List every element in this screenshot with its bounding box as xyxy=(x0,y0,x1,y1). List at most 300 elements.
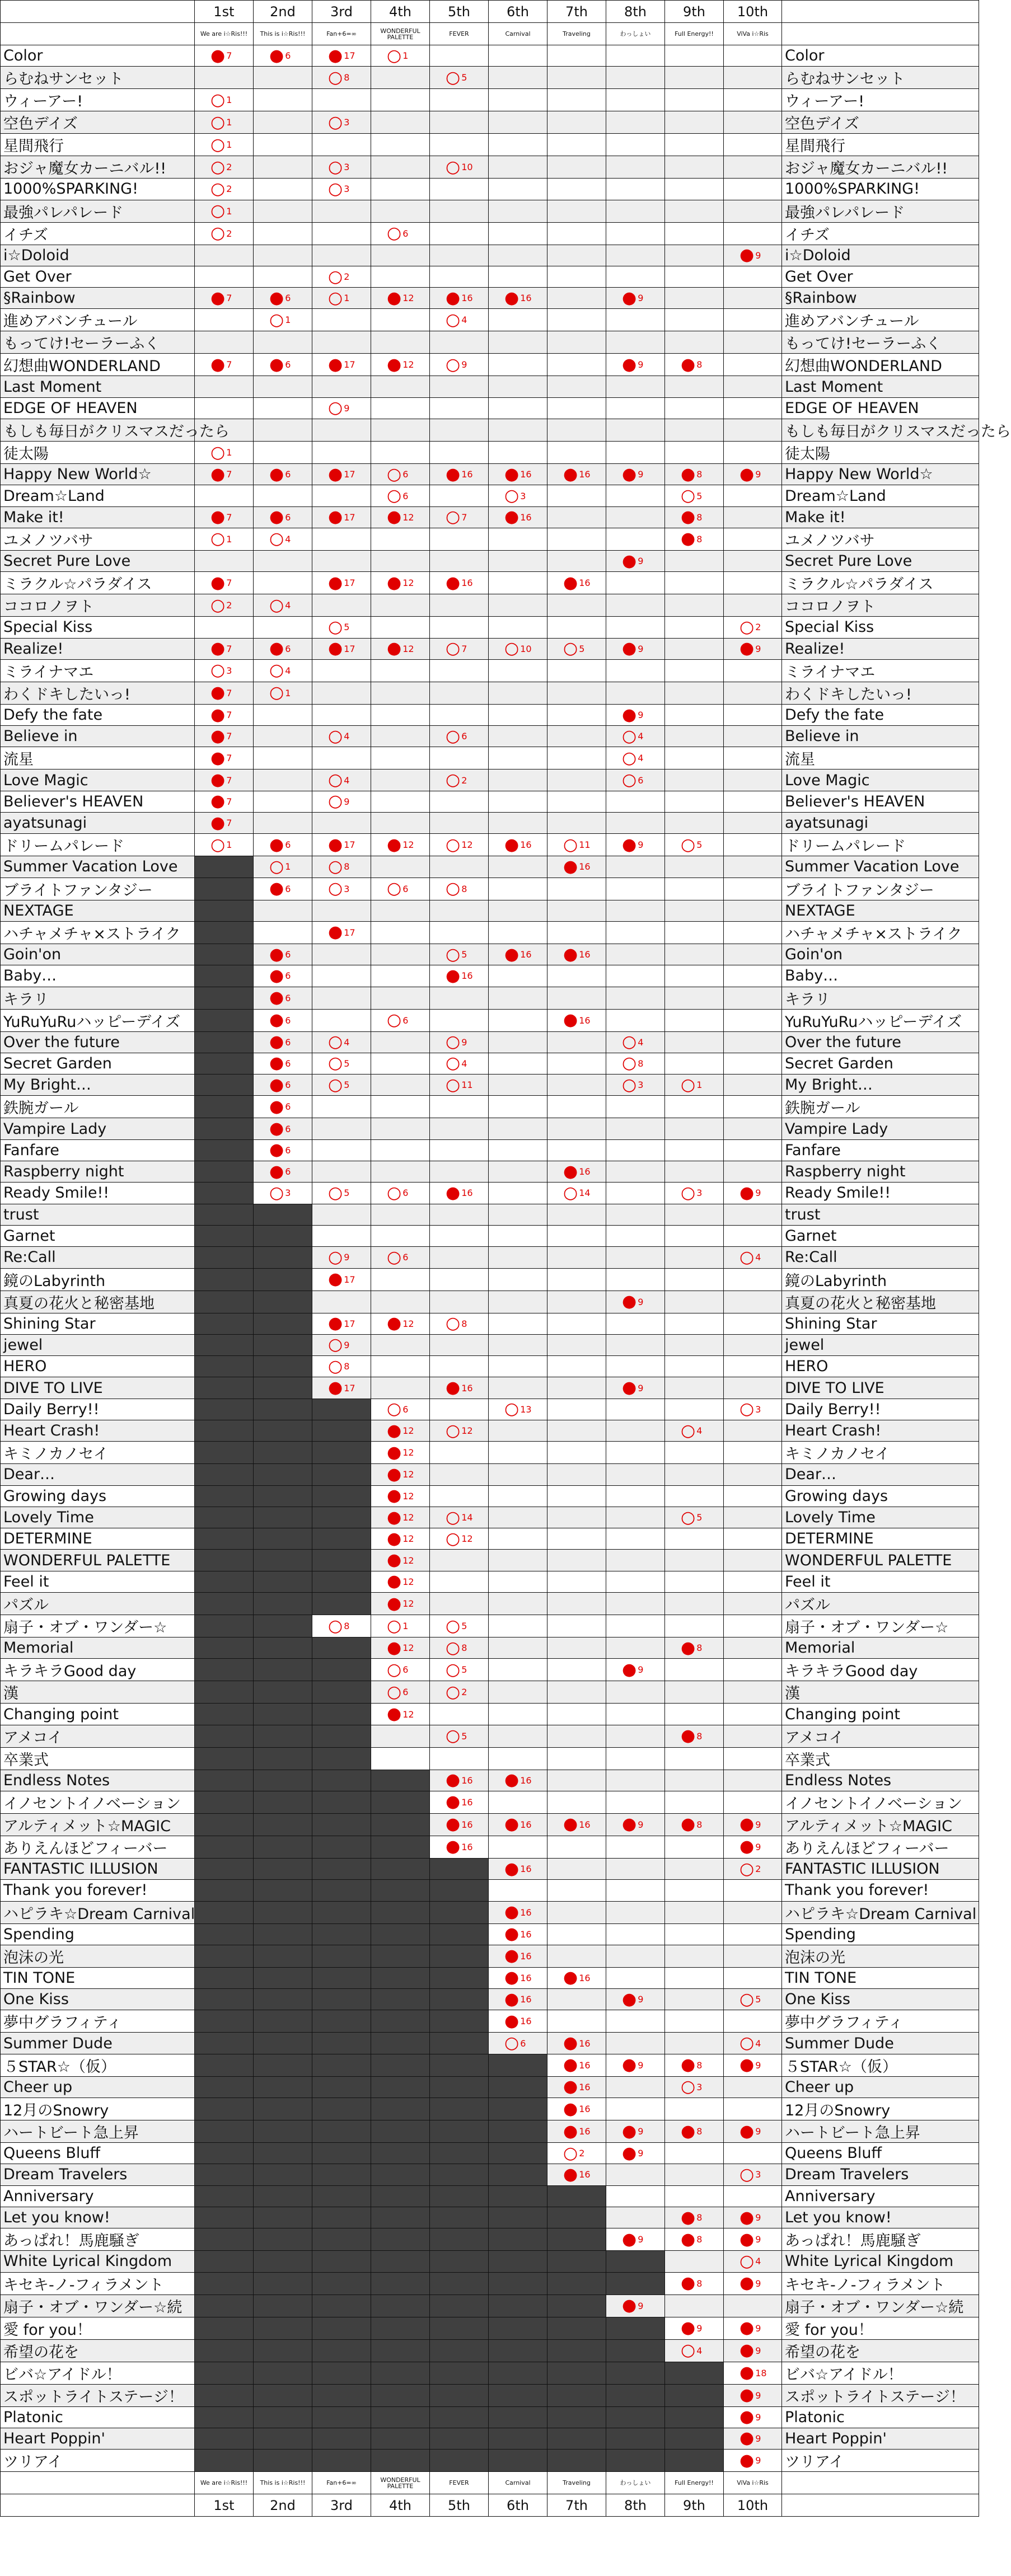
setlist-cell xyxy=(665,200,724,222)
setlist-cell xyxy=(430,1204,489,1225)
setlist-cell xyxy=(547,1485,606,1507)
unavailable-cell xyxy=(312,1945,371,1967)
setlist-cell xyxy=(254,1031,312,1053)
setlist-cell xyxy=(724,1183,782,1204)
table-row xyxy=(1,288,979,309)
unavailable-cell xyxy=(489,2428,547,2449)
song-position: 6 xyxy=(402,1404,409,1415)
song-position: 16 xyxy=(579,1015,591,1026)
filled-circle-icon: ● xyxy=(622,288,637,308)
setlist-cell xyxy=(547,1858,606,1879)
setlist-cell xyxy=(430,200,489,222)
song-name: Dream Travelers xyxy=(1,2164,195,2185)
setlist-cell xyxy=(195,288,254,309)
filled-circle-icon: ● xyxy=(563,1814,578,1834)
table-row xyxy=(1,1945,979,1967)
unavailable-cell xyxy=(371,1967,430,1988)
song-position: 7 xyxy=(226,796,232,807)
setlist-cell xyxy=(312,856,371,878)
setlist-cell xyxy=(547,376,606,397)
setlist-cell xyxy=(489,1464,547,1485)
unavailable-cell xyxy=(195,2207,254,2228)
unavailable-cell xyxy=(254,1204,312,1225)
setlist-cell xyxy=(547,1923,606,1945)
table-row xyxy=(1,2054,979,2076)
unavailable-cell xyxy=(195,2054,254,2076)
song-position: 4 xyxy=(638,1036,644,1048)
hollow-circle-icon: ○ xyxy=(739,2033,755,2053)
song-position: 4 xyxy=(285,533,291,545)
setlist-cell xyxy=(430,1485,489,1507)
setlist-cell xyxy=(724,2076,782,2098)
setlist-cell xyxy=(606,659,665,682)
song-position: 16 xyxy=(461,1188,473,1199)
song-name-right: わくドキしたいっ! xyxy=(782,682,979,704)
setlist-cell xyxy=(547,156,606,179)
song-name-right: Baby… xyxy=(782,965,979,987)
song-name: 扇子・オブ・ワンダー☆続 xyxy=(1,2295,195,2317)
hollow-circle-icon: ○ xyxy=(446,1682,461,1702)
unavailable-cell xyxy=(371,2098,430,2120)
song-name: Color xyxy=(1,45,195,67)
setlist-cell xyxy=(371,659,430,682)
column-subtitle: Fan+6=∞ xyxy=(312,23,371,45)
setlist-cell xyxy=(489,1637,547,1659)
column-header: 3rd xyxy=(312,2494,371,2517)
setlist-cell xyxy=(606,1813,665,1836)
setlist-cell xyxy=(430,89,489,111)
setlist-cell xyxy=(724,1704,782,1725)
unavailable-cell xyxy=(312,1989,371,2010)
song-position: 2 xyxy=(226,184,232,195)
song-name: 最強パレパレード xyxy=(1,200,195,222)
unavailable-cell xyxy=(254,2185,312,2207)
setlist-cell xyxy=(489,464,547,485)
setlist-cell xyxy=(606,1313,665,1334)
table-row xyxy=(1,1967,979,1988)
song-name-right: 1000%SPARKING! xyxy=(782,179,979,200)
song-name: イノセントイノベーション xyxy=(1,1791,195,1813)
song-name: ありえんほどフィーバー xyxy=(1,1836,195,1858)
unavailable-cell xyxy=(195,1334,254,1355)
song-name: Realize! xyxy=(1,638,195,659)
hollow-circle-icon: ○ xyxy=(681,486,696,506)
setlist-cell xyxy=(489,1485,547,1507)
unavailable-cell xyxy=(312,2207,371,2228)
setlist-cell xyxy=(665,1053,724,1074)
hollow-circle-icon: ○ xyxy=(328,1032,343,1052)
song-name: Secret Pure Love xyxy=(1,550,195,571)
setlist-cell xyxy=(430,419,489,442)
hollow-circle-icon: ○ xyxy=(739,617,755,637)
unavailable-cell xyxy=(195,878,254,900)
unavailable-cell xyxy=(489,2098,547,2120)
setlist-cell xyxy=(489,354,547,376)
song-name-right: Anniversary xyxy=(782,2185,979,2207)
song-position: 12 xyxy=(402,1709,414,1720)
song-name-right: EDGE OF HEAVEN xyxy=(782,397,979,419)
setlist-cell xyxy=(195,442,254,464)
unavailable-cell xyxy=(312,1442,371,1464)
song-position: 3 xyxy=(344,162,350,173)
table-row xyxy=(1,572,979,594)
song-position: 5 xyxy=(344,1188,350,1199)
setlist-cell xyxy=(724,1485,782,1507)
setlist-cell xyxy=(489,288,547,309)
table-row xyxy=(1,2164,979,2185)
song-position: 12 xyxy=(402,359,414,370)
setlist-cell xyxy=(547,1571,606,1592)
setlist-cell xyxy=(195,354,254,376)
setlist-cell xyxy=(665,1659,724,1681)
setlist-cell xyxy=(371,1118,430,1139)
setlist-cell xyxy=(665,878,724,900)
filled-circle-icon: ● xyxy=(504,464,519,484)
setlist-cell xyxy=(724,1550,782,1571)
table-row xyxy=(1,1901,979,1923)
unavailable-cell xyxy=(371,2450,430,2472)
setlist-cell xyxy=(547,1225,606,1246)
song-position: 1 xyxy=(285,687,291,698)
setlist-cell xyxy=(547,1442,606,1464)
setlist-cell xyxy=(489,2010,547,2033)
song-name-right: Cheer up xyxy=(782,2076,979,2098)
song-position: 9 xyxy=(755,250,761,261)
setlist-cell xyxy=(547,1268,606,1291)
setlist-cell xyxy=(665,2010,724,2033)
table-row xyxy=(1,45,979,67)
setlist-cell xyxy=(371,266,430,287)
song-position: 2 xyxy=(461,775,467,786)
song-position: 8 xyxy=(344,861,350,872)
setlist-cell xyxy=(606,331,665,354)
setlist-cell xyxy=(724,1901,782,1923)
setlist-cell xyxy=(665,1139,724,1161)
hollow-circle-icon: ○ xyxy=(328,1247,343,1267)
setlist-cell xyxy=(547,1507,606,1528)
song-position: 9 xyxy=(755,643,761,654)
song-name: Defy the fate xyxy=(1,704,195,725)
table-row xyxy=(1,2317,979,2339)
table-row xyxy=(1,2428,979,2449)
setlist-cell xyxy=(606,987,665,1009)
setlist-cell xyxy=(606,67,665,89)
filled-circle-icon: ● xyxy=(739,2273,755,2293)
setlist-cell xyxy=(547,1659,606,1681)
song-position: 9 xyxy=(638,359,644,370)
song-name: もしも毎日がクリスマスだったら xyxy=(1,419,195,442)
setlist-cell xyxy=(371,1637,430,1659)
filled-circle-icon: ● xyxy=(681,1637,696,1658)
unavailable-cell xyxy=(312,1880,371,1901)
setlist-cell xyxy=(547,1945,606,1967)
setlist-cell xyxy=(195,769,254,791)
setlist-cell xyxy=(547,1291,606,1313)
setlist-cell xyxy=(547,134,606,156)
filled-circle-icon: ● xyxy=(622,1814,637,1834)
song-name: スポットライトステージ！ xyxy=(1,2384,195,2406)
setlist-cell xyxy=(665,1791,724,1813)
setlist-cell xyxy=(724,704,782,725)
setlist-cell xyxy=(547,1399,606,1420)
setlist-cell xyxy=(606,878,665,900)
song-position: 9 xyxy=(638,710,644,720)
song-name: ５STAR☆（仮） xyxy=(1,2054,195,2076)
unavailable-cell xyxy=(195,1615,254,1637)
filled-circle-icon: ● xyxy=(739,464,755,484)
unavailable-cell xyxy=(489,2272,547,2295)
song-position: 16 xyxy=(461,1819,473,1830)
song-position: 5 xyxy=(461,72,467,83)
song-name: Raspberry night xyxy=(1,1161,195,1183)
setlist-cell xyxy=(312,245,371,266)
setlist-cell xyxy=(312,309,371,331)
setlist-cell xyxy=(254,747,312,769)
unavailable-cell xyxy=(312,2251,371,2272)
hollow-circle-icon: ○ xyxy=(504,1399,519,1419)
unavailable-cell xyxy=(254,1858,312,1879)
song-position: 4 xyxy=(638,753,644,764)
setlist-cell xyxy=(489,1334,547,1355)
setlist-cell xyxy=(606,682,665,704)
setlist-cell xyxy=(665,769,724,791)
song-position: 16 xyxy=(520,293,532,304)
setlist-cell xyxy=(489,1615,547,1637)
setlist-cell xyxy=(724,156,782,179)
song-position: 6 xyxy=(285,992,291,1003)
song-name: Ready Smile!! xyxy=(1,1183,195,1204)
setlist-cell xyxy=(724,813,782,834)
setlist-cell xyxy=(371,1225,430,1246)
setlist-cell xyxy=(665,1031,724,1053)
unavailable-cell xyxy=(254,1399,312,1420)
setlist-cell xyxy=(195,726,254,747)
setlist-cell xyxy=(547,2033,606,2054)
unavailable-cell xyxy=(254,2272,312,2295)
song-name-right: ミラクル☆パラダイス xyxy=(782,572,979,594)
song-position: 17 xyxy=(344,512,355,523)
setlist-cell xyxy=(724,638,782,659)
setlist-cell xyxy=(489,1053,547,1074)
filled-circle-icon: ● xyxy=(328,1269,343,1289)
table-row xyxy=(1,791,979,812)
song-position: 12 xyxy=(402,1318,414,1329)
table-row xyxy=(1,1139,979,1161)
filled-circle-icon: ● xyxy=(328,464,343,484)
song-position: 3 xyxy=(638,1080,644,1091)
song-name-right: 扇子・オブ・ワンダー☆続 xyxy=(782,2295,979,2317)
setlist-cell xyxy=(606,2164,665,2185)
column-subtitle: This is i☆Ris!!! xyxy=(254,23,312,45)
song-name-right: 泡沫の光 xyxy=(782,1945,979,1967)
hollow-circle-icon: ○ xyxy=(563,2143,578,2163)
song-name: Daily Berry!! xyxy=(1,1399,195,1420)
setlist-cell xyxy=(606,726,665,747)
song-name-right: 希望の花を xyxy=(782,2339,979,2362)
setlist-cell xyxy=(430,550,489,571)
filled-circle-icon: ● xyxy=(446,1770,461,1790)
unavailable-cell xyxy=(312,1485,371,1507)
song-position: 9 xyxy=(638,643,644,654)
filled-circle-icon: ● xyxy=(504,1902,519,1922)
song-name: Over the future xyxy=(1,1031,195,1053)
setlist-cell xyxy=(606,1485,665,1507)
setlist-cell xyxy=(547,2054,606,2076)
setlist-cell xyxy=(606,2010,665,2033)
column-header: 8th xyxy=(606,1,665,23)
setlist-cell xyxy=(371,464,430,485)
song-position: 9 xyxy=(344,1252,350,1263)
song-position: 1 xyxy=(226,533,232,545)
setlist-cell xyxy=(489,1442,547,1464)
setlist-cell xyxy=(724,1967,782,1988)
song-position: 9 xyxy=(755,1841,761,1852)
unavailable-cell xyxy=(254,2339,312,2362)
song-position: 16 xyxy=(579,1819,591,1830)
song-position: 6 xyxy=(285,1015,291,1026)
unavailable-cell xyxy=(547,2450,606,2472)
table-row xyxy=(1,1528,979,1550)
song-name: Goin'on xyxy=(1,944,195,965)
unavailable-cell xyxy=(430,2450,489,2472)
setlist-cell xyxy=(606,1967,665,1988)
song-name-right: あっぱれ！馬鹿騒ぎ xyxy=(782,2228,979,2251)
setlist-cell xyxy=(371,1507,430,1528)
setlist-cell xyxy=(430,921,489,944)
setlist-cell xyxy=(195,464,254,485)
setlist-cell xyxy=(312,1268,371,1291)
setlist-cell xyxy=(665,659,724,682)
setlist-cell xyxy=(312,89,371,111)
setlist-cell xyxy=(665,791,724,812)
unavailable-cell xyxy=(195,2317,254,2339)
setlist-cell xyxy=(312,704,371,725)
song-name-right: ブライトファンタジー xyxy=(782,878,979,900)
song-position: 3 xyxy=(755,1404,761,1415)
setlist-cell xyxy=(371,1268,430,1291)
setlist-cell xyxy=(665,1268,724,1291)
filled-circle-icon: ● xyxy=(504,1814,519,1834)
unavailable-cell xyxy=(430,2272,489,2295)
hollow-circle-icon: ○ xyxy=(681,2340,696,2361)
table-row xyxy=(1,704,979,725)
unavailable-cell xyxy=(371,2164,430,2185)
hollow-circle-icon: ○ xyxy=(210,442,226,462)
table-row xyxy=(1,1161,979,1183)
setlist-cell xyxy=(665,1615,724,1637)
table-row xyxy=(1,309,979,331)
column-header: 10th xyxy=(724,1,782,23)
song-name: WONDERFUL PALETTE xyxy=(1,1550,195,1571)
setlist-cell xyxy=(195,397,254,419)
hollow-circle-icon: ○ xyxy=(446,770,461,790)
song-position: 7 xyxy=(226,578,232,589)
song-position: 4 xyxy=(344,731,350,742)
unavailable-cell xyxy=(430,1901,489,1923)
unavailable-cell xyxy=(254,1615,312,1637)
hollow-circle-icon: ○ xyxy=(563,639,578,659)
setlist-cell xyxy=(606,419,665,442)
unavailable-cell xyxy=(254,1637,312,1659)
unavailable-cell xyxy=(489,2295,547,2317)
setlist-cell xyxy=(606,813,665,834)
setlist-cell xyxy=(606,1225,665,1246)
setlist-cell xyxy=(489,2033,547,2054)
song-name: Queens Bluff xyxy=(1,2143,195,2164)
hollow-circle-icon: ○ xyxy=(681,1074,696,1095)
song-name: Spending xyxy=(1,1923,195,1945)
setlist-cell xyxy=(606,1139,665,1161)
song-position: 7 xyxy=(226,469,232,480)
setlist-cell xyxy=(430,617,489,638)
setlist-cell xyxy=(254,1009,312,1031)
song-name: Platonic xyxy=(1,2406,195,2428)
unavailable-cell xyxy=(606,2384,665,2406)
unavailable-cell xyxy=(312,2384,371,2406)
table-row xyxy=(1,987,979,1009)
setlist-cell xyxy=(254,134,312,156)
setlist-cell xyxy=(724,288,782,309)
setlist-cell xyxy=(665,1923,724,1945)
song-position: 5 xyxy=(344,1058,350,1069)
song-name: FANTASTIC ILLUSION xyxy=(1,1858,195,1879)
filled-circle-icon: ● xyxy=(504,834,519,855)
unavailable-cell xyxy=(371,2185,430,2207)
unavailable-cell xyxy=(547,2228,606,2251)
hollow-circle-icon: ○ xyxy=(446,1074,461,1095)
setlist-cell xyxy=(430,1399,489,1420)
song-position: 1 xyxy=(402,50,409,62)
song-position: 5 xyxy=(579,643,585,654)
hollow-circle-icon: ○ xyxy=(622,726,637,746)
hollow-circle-icon: ○ xyxy=(446,1420,461,1441)
unavailable-cell xyxy=(254,1747,312,1770)
unavailable-cell xyxy=(312,1507,371,1528)
filled-circle-icon: ● xyxy=(446,1378,461,1398)
setlist-cell xyxy=(371,791,430,812)
table-row xyxy=(1,419,979,442)
setlist-cell xyxy=(665,1464,724,1485)
unavailable-cell xyxy=(195,1681,254,1704)
table-row xyxy=(1,2272,979,2295)
setlist-cell xyxy=(724,464,782,485)
setlist-cell xyxy=(724,1247,782,1268)
setlist-cell xyxy=(371,528,430,550)
table-row xyxy=(1,2010,979,2033)
song-name: Heart Crash! xyxy=(1,1420,195,1441)
setlist-cell xyxy=(665,1770,724,1791)
setlist-cell xyxy=(547,179,606,200)
setlist-cell xyxy=(371,1528,430,1550)
setlist-cell xyxy=(724,111,782,134)
unavailable-cell xyxy=(195,1704,254,1725)
song-name-right: Believe in xyxy=(782,726,979,747)
setlist-cell xyxy=(254,354,312,376)
setlist-cell xyxy=(195,134,254,156)
filled-circle-icon: ● xyxy=(269,354,284,374)
unavailable-cell xyxy=(312,1681,371,1704)
table-row xyxy=(1,726,979,747)
song-position: 6 xyxy=(402,1687,409,1698)
song-name-right: §Rainbow xyxy=(782,288,979,309)
setlist-cell xyxy=(547,813,606,834)
song-position: 6 xyxy=(285,1144,291,1156)
song-position: 4 xyxy=(755,2038,761,2049)
setlist-cell xyxy=(665,1399,724,1420)
setlist-cell xyxy=(489,485,547,506)
unavailable-cell xyxy=(312,1704,371,1725)
setlist-cell xyxy=(195,266,254,287)
